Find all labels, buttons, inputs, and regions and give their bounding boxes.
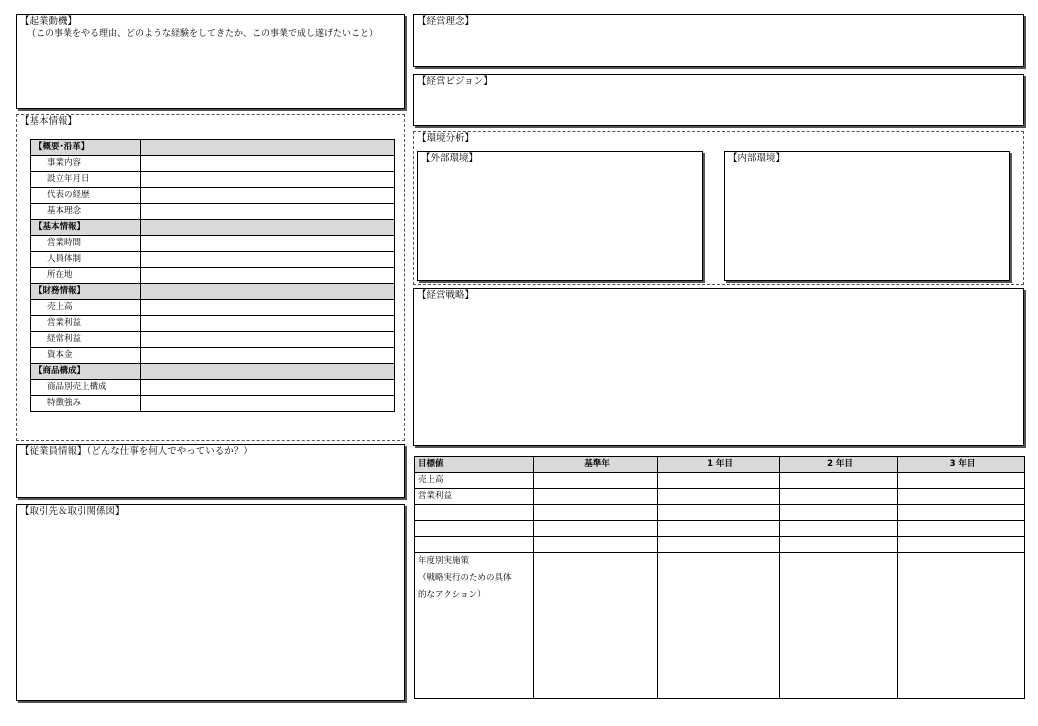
basic-item-row (31, 300, 395, 316)
jugyoin-box[interactable] (16, 444, 405, 498)
basic-item-label: 事業内容 (31, 156, 141, 172)
goal-cell[interactable] (780, 521, 898, 537)
goal-header-cell: 1 年目 (658, 457, 780, 473)
keiei-vision-box[interactable] (413, 74, 1024, 126)
action-label-cell (415, 553, 534, 699)
basic-item-label: 商品別売上構成 (31, 380, 141, 396)
keiei-rinen-box[interactable] (413, 14, 1024, 67)
basic-item-label: 営業時間 (31, 236, 141, 252)
basic-item-row (31, 188, 395, 204)
goal-table (414, 456, 1025, 699)
goal-header-cell: 基準年 (534, 457, 658, 473)
basic-item-row (31, 396, 395, 412)
action-cell[interactable] (658, 553, 780, 699)
keiei-vision-label: 【経営ビジョン】 (417, 76, 493, 87)
action-cell[interactable] (898, 553, 1025, 699)
goal-cell[interactable] (898, 537, 1025, 553)
basic-value-cell[interactable] (141, 396, 395, 412)
basic-value-cell[interactable] (141, 188, 395, 204)
goal-row (415, 537, 1025, 553)
basic-value-cell (141, 140, 395, 156)
goal-row (415, 521, 1025, 537)
basic-item-label: 営業利益 (31, 316, 141, 332)
goal-header-cell: 目標値 (415, 457, 534, 473)
basic-value-cell[interactable] (141, 316, 395, 332)
basic-value-cell[interactable] (141, 172, 395, 188)
goal-cell[interactable] (534, 473, 658, 489)
naibu-kankyo-label: 【内部環境】 (728, 153, 786, 164)
basic-item-row (31, 204, 395, 220)
goal-cell[interactable] (780, 505, 898, 521)
basic-item-row (31, 156, 395, 172)
goal-cell[interactable] (534, 505, 658, 521)
basic-item-row (31, 268, 395, 284)
keiei-senryaku-box[interactable] (413, 288, 1024, 446)
goal-cell[interactable] (898, 473, 1025, 489)
jugyoin-label: 【従業員情報】（どんな仕事を何人でやっているか？） (20, 446, 253, 457)
goal-row-label: 営業利益 (415, 489, 534, 505)
basic-item-row (31, 236, 395, 252)
goal-cell[interactable] (658, 521, 780, 537)
basic-item-label: 基本理念 (31, 204, 141, 220)
basic-value-cell (141, 364, 395, 380)
basic-item-row (31, 348, 395, 364)
goal-cell[interactable] (780, 489, 898, 505)
basic-section-label: 【概要･沿革】 (31, 140, 141, 156)
action-cell[interactable] (780, 553, 898, 699)
goal-cell[interactable] (534, 521, 658, 537)
basic-value-cell[interactable] (141, 204, 395, 220)
basic-section-row (31, 364, 395, 380)
basic-value-cell[interactable] (141, 236, 395, 252)
basic-value-cell[interactable] (141, 268, 395, 284)
action-cell[interactable] (534, 553, 658, 699)
action-label-line: 年度別実施策 (418, 556, 470, 566)
goal-cell[interactable] (898, 489, 1025, 505)
goal-cell[interactable] (898, 505, 1025, 521)
goal-row-label (415, 521, 534, 537)
goal-row (415, 505, 1025, 521)
basic-section-row (31, 140, 395, 156)
goal-cell[interactable] (534, 537, 658, 553)
action-label-line: （戦略実行のための具体 (418, 573, 512, 583)
goal-row-label (415, 537, 534, 553)
gaibu-kankyo-box[interactable] (417, 151, 703, 281)
goal-header-cell: 2 年目 (780, 457, 898, 473)
basic-item-label: 所在地 (31, 268, 141, 284)
kigyo-doki-note: （この事業をやる理由、どのような経験をしてきたか、この事業で成し遂げたいこと） (27, 29, 379, 39)
goal-cell[interactable] (898, 521, 1025, 537)
goal-cell[interactable] (780, 473, 898, 489)
torihikisaki-label: 【取引先＆取引関係図】 (20, 506, 125, 517)
basic-item-label: 売上高 (31, 300, 141, 316)
basic-value-cell[interactable] (141, 380, 395, 396)
kigyo-doki-box[interactable] (16, 14, 405, 109)
basic-section-label: 【基本情報】 (31, 220, 141, 236)
basic-item-label: 設立年月日 (31, 172, 141, 188)
basic-item-row (31, 252, 395, 268)
goal-row-label (415, 505, 534, 521)
basic-section-row (31, 284, 395, 300)
basic-value-cell (141, 220, 395, 236)
basic-item-label: 代表の経歴 (31, 188, 141, 204)
basic-item-row (31, 332, 395, 348)
basic-value-cell[interactable] (141, 156, 395, 172)
action-row (415, 553, 1025, 699)
goal-cell[interactable] (534, 489, 658, 505)
kigyo-doki-label: 【起業動機】 (20, 16, 78, 27)
keiei-senryaku-label: 【経営戦略】 (417, 290, 475, 301)
basic-item-label: 資本金 (31, 348, 141, 364)
goal-header-cell: 3 年目 (898, 457, 1025, 473)
basic-item-label: 経常利益 (31, 332, 141, 348)
basic-value-cell[interactable] (141, 252, 395, 268)
basic-value-cell (141, 284, 395, 300)
goal-cell[interactable] (658, 537, 780, 553)
torihikisaki-box[interactable] (16, 504, 405, 701)
basic-value-cell[interactable] (141, 300, 395, 316)
kankyo-bunseki-label: 【環境分析】 (417, 133, 475, 144)
goal-row (415, 473, 1025, 489)
basic-item-row (31, 316, 395, 332)
gaibu-kankyo-label: 【外部環境】 (421, 153, 479, 164)
basic-section-label: 【商品構成】 (31, 364, 141, 380)
action-label-line: 的なアクション） (418, 590, 486, 600)
basic-item-row (31, 380, 395, 396)
goal-cell[interactable] (658, 473, 780, 489)
basic-info-table (30, 139, 395, 412)
goal-row (415, 489, 1025, 505)
basic-item-label: 特徴強み (31, 396, 141, 412)
goal-row-label: 売上高 (415, 473, 534, 489)
kihon-joho-label: 【基本情報】 (20, 116, 78, 127)
keiei-rinen-label: 【経営理念】 (417, 16, 475, 27)
basic-section-label: 【財務情報】 (31, 284, 141, 300)
naibu-kankyo-box[interactable] (724, 151, 1010, 281)
basic-item-row (31, 172, 395, 188)
basic-section-row (31, 220, 395, 236)
goal-cell[interactable] (780, 537, 898, 553)
basic-value-cell[interactable] (141, 332, 395, 348)
basic-item-label: 人員体制 (31, 252, 141, 268)
goal-header-row (415, 457, 1025, 473)
goal-cell[interactable] (658, 505, 780, 521)
basic-value-cell[interactable] (141, 348, 395, 364)
goal-cell[interactable] (658, 489, 780, 505)
